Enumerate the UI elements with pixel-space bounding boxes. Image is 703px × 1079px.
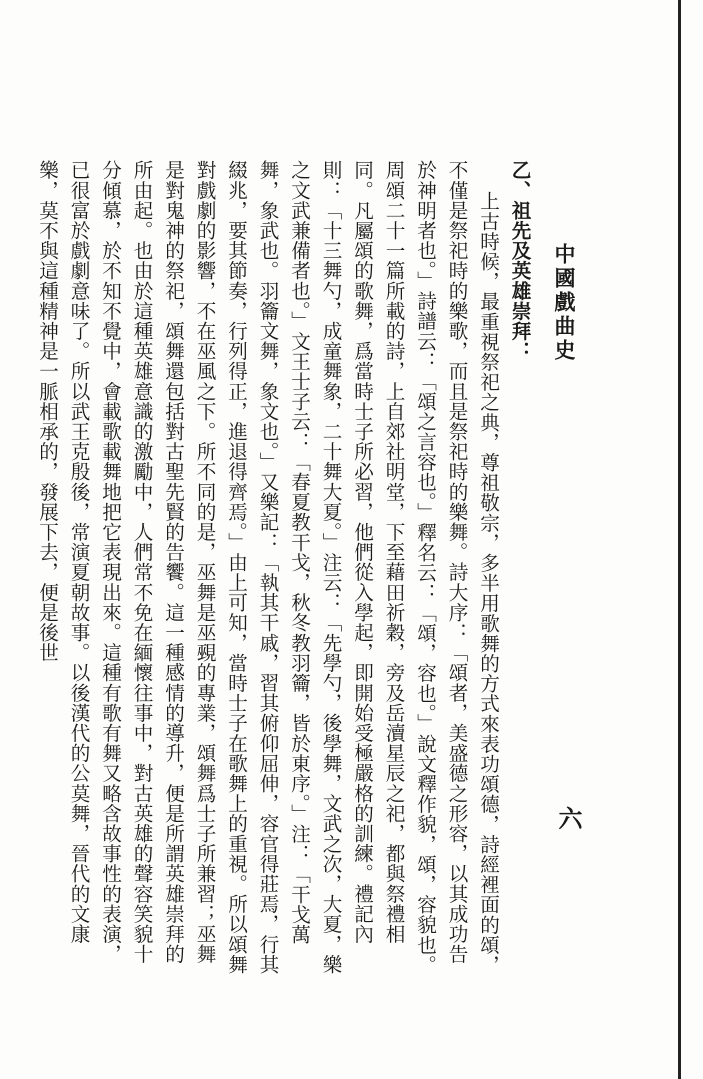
paragraph: 上古時候，最重視祭祀之典，尊祖敬宗，多半用歌舞的方式來表功頌德，詩經裡面的頌，不僅是祭祀時的樂歌，而且是祭祀時的樂舞。詩大序：「頌者，美盛德之形容，以其成功告於神明者也。」詩譜云：「頌之言容也。」釋名云：「頌，容也。」說文釋作貌，頌，容貌也。周頌二十一篇所載的詩，上自郊社明堂，下至藉田祈穀，旁及岳瀆星辰之祀，都與祭禮相同。凡屬頌的歌舞，爲當時士子所必習，他們從入學起，即開始受極嚴格的訓練。禮記內則：「十三舞勺，成童舞象，二十舞大夏。」注云：「先學勺，後學舞，文武之次，大夏，樂之文武兼備者也。」文王士子云：「春夏教干戈，秋冬教羽籥，皆於東序。」注：「干戈萬舞，象武也。羽籥文舞，象文也。」又樂記：「執其干戚，習其俯仰屈伸，容官得莊焉，行其綴兆，要其節奏，行列得正，進退得齊焉。」由上可知，當時士子在歌舞上的重視。所以頌舞對戲劇的影響，不在巫風之下。所不同的是，巫舞是巫覡的專業，頌舞爲士子所兼習；巫舞是對鬼神的祭祀，頌舞還包括對古聖先賢的告饗。這一種感情的導升，便是所謂英雄崇拜的所由起。也由於這種英雄意識的激勵中，人們常不免在緬懷往事中，對古英雄的聲容笑貌十分傾慕，於不知不覺中，會載歌載舞地把它表現出來。這種有歌有舞又略含故事性的表演，已很富於戲劇意味了。所以武王克殷後，常演夏朝故事。以後漢代的公莫舞，晉代的文康樂，莫不與這種精神是一脈相承的，發展下去，便是後世 bbox=[35, 160, 500, 976]
body-text bbox=[35, 160, 535, 980]
running-head-title: 中國戲曲史 bbox=[552, 243, 577, 363]
page-edge-line bbox=[678, 0, 681, 1079]
section-heading: 乙、祖先及英雄崇拜： bbox=[508, 160, 531, 361]
page-number: 六 bbox=[554, 806, 583, 830]
